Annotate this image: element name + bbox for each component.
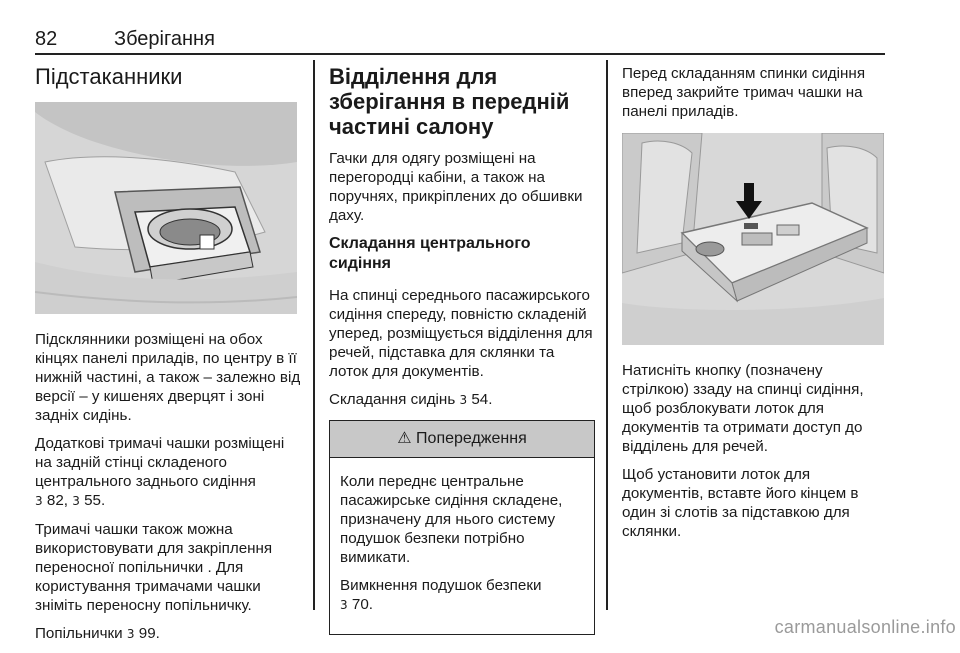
paragraph: Коли переднє центральне пасажирське сидіння складене, призначену для нього систему подушок безпеки потрібно вимикати.: [340, 473, 563, 566]
warning-header: [330, 421, 594, 458]
section-heading: Відділення для зберігання в передній частині салону: [329, 64, 570, 139]
warning-box: [329, 420, 595, 635]
cupholder-illustration: [35, 102, 297, 314]
reference-icon: 3: [459, 393, 468, 407]
paragraph: Тримачі чашки також можна використовувати для закріплення переносної попільнички . Для користування тримачами чашки зніміть переносну попільничку.: [35, 521, 273, 614]
warning-title: Попередження: [416, 430, 527, 447]
header-rule: [35, 53, 885, 55]
seat-console-illustration: [622, 133, 884, 345]
paragraph: Гачки для одягу розміщені на перегородці кабіни, а також на поручнях, прикріплених до обшивки даху.: [329, 150, 583, 224]
column-divider: [313, 60, 315, 610]
page-reference-link[interactable]: 55.: [84, 492, 106, 509]
paragraph: На спинці середнього пасажирського сидіння спереду, повністю складеній уперед, розміщується відділення для речей, підставка для склянки та лоток для документів.: [329, 287, 593, 380]
page-reference-link[interactable]: 99.: [138, 625, 160, 642]
page-reference-link[interactable]: 70.: [351, 596, 373, 613]
column-3: [622, 64, 888, 550]
column-1: [35, 64, 301, 653]
reference-icon: 3: [72, 494, 80, 508]
warning-icon: ⚠: [397, 430, 412, 447]
paragraph: Вимкнення подушок безпеки 3 70.: [340, 577, 542, 613]
reference-icon: 3: [340, 598, 348, 612]
paragraph: Попільнички 3 99.: [35, 625, 160, 642]
paragraph: Додаткові тримачі чашки розміщені на задній стінці складеного центрального заднього сидіння 3 82, 3 55.: [35, 435, 285, 509]
warning-body: [330, 458, 594, 634]
reference-icon: 3: [126, 627, 135, 641]
page-reference-link[interactable]: 54.: [471, 391, 493, 408]
watermark: carmanualsonline.info: [774, 617, 956, 637]
paragraph: Перед складанням спинки сидіння вперед закрийте тримач чашки на панелі приладів.: [622, 65, 866, 120]
chapter-title: Зберігання: [114, 28, 215, 50]
paragraph: Натисніть кнопку (позначену стрілкою) ззаду на спинці сидіння, щоб розблокувати лоток для документів та отримати доступ до відділень для речей.: [622, 362, 864, 455]
column-2: [329, 64, 595, 635]
paragraph: Підсклянники розміщені на обох кінцях панелі приладів, по центру в її нижній частині, а також – залежно від версії – у кишенях дверцят і зоні задніх сидінь.: [35, 331, 301, 424]
subsection-heading: Складання центрального сидіння: [329, 235, 531, 272]
section-heading: Підстаканники: [35, 64, 183, 89]
paragraph: Щоб установити лоток для документів, вставте його кінцем в один зі слотів за підставкою для склянки.: [622, 466, 859, 540]
reference-icon: 3: [35, 494, 43, 508]
page-number: 82: [35, 28, 58, 50]
column-divider: [606, 60, 608, 610]
page-reference-link[interactable]: 82,: [46, 492, 68, 509]
paragraph: Складання сидінь 3 54.: [329, 391, 493, 408]
